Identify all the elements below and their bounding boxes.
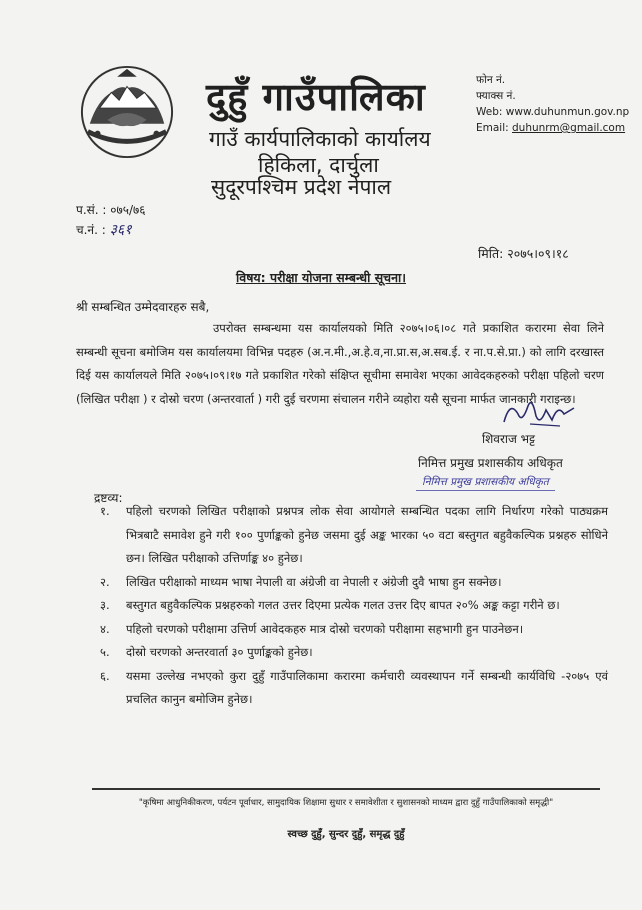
list-item: ४. पहिलो चरणको परीक्षामा उत्तिर्ण आवेदकहरु मात्र दोस्रो चरणको परीक्षामा सहभागी हुन पाउनेछन। (100, 621, 524, 636)
website-text: Web: www.duhunmun.gov.np (476, 106, 630, 118)
office-province: सुदूरपश्चिम प्रदेश नेपाल (211, 175, 392, 199)
nepal-emblem-icon (78, 62, 176, 162)
phone-label: फोन नं. (476, 74, 506, 86)
email-link[interactable]: duhunrm@gmail.com (512, 122, 626, 134)
footer-divider (92, 788, 600, 790)
reference-number: प.सं. : ०७५/७६ (76, 203, 146, 217)
dispatch-number (76, 220, 132, 239)
notice-date: मिति: २०७५।०९।१८ (478, 246, 569, 261)
fax-label: फ्याक्स नं. (476, 90, 516, 102)
notice-subject: विषय: परीक्षा योजना सम्बन्धी सूचना। (236, 270, 406, 285)
contact-block (476, 72, 629, 136)
email-label: Email: (476, 122, 509, 134)
office-subtitle: गाउँ कार्यपालिकाको कार्यालय (209, 127, 431, 151)
office-name: दुहुँ गाउँपालिका (206, 75, 426, 119)
list-item: २. लिखित परीक्षाको माध्यम भाषा नेपाली वा अंग्रेजी वा नेपाली र अंग्रेजी दुवै भाषा हुन सक्नेछ। (100, 574, 502, 589)
dispatch-label: च.नं. : (76, 223, 106, 237)
list-item: ६. यसमा उल्लेख नभएको कुरा दुहुँ गाउँपालिकामा करारमा कर्मचारी व्यवस्थापन गर्ने सम्बन्धी कार्यविधि -२०७५ एवं प्रचलित कानुन बमोजिम हुनेछ। (100, 668, 608, 706)
dispatch-value: ३६१ (109, 222, 132, 238)
notes-label: द्रष्टव्य: (94, 491, 123, 505)
list-item: १. पहिलो चरणको लिखित परीक्षाको प्रश्नपत्र लोक सेवा आयोगले सम्बन्धित पदका लागि निर्धारण गरेको पाठ्यक्रम भित्रबाटै समावेश हुने गरी १०० पुर्णाङ्कको हुनेछ जसमा दुई अङ्क भारका ५० वटा बस्तुगत बहुवैकल्पिक प्रश्नहरु सोधिने छन। लिखित परीक्षाको उत्तिर्णाङ्क ४० हुनेछ। (100, 504, 608, 565)
office-location: हिकिला, दार्चुला (258, 153, 379, 177)
salutation: श्री सम्बन्धित उम्मेदवारहरु सबै, (76, 300, 210, 314)
footer-slogan: स्वच्छ दुहुँ, सुन्दर दुहुँ, समृद्ध दुहुँ (287, 829, 405, 840)
signature-icon (500, 394, 580, 432)
email-row (476, 120, 629, 136)
list-item: ३. बस्तुगत बहुवैकल्पिक प्रश्नहरुको गलत उत्तर दिएमा प्रत्येक गलत उत्तर दिए बापत २०% अङ्क कट्टा गरीने छ। (100, 598, 560, 612)
official-stamp: निमित्त प्रमुख प्रशासकीय अधिकृत (416, 474, 555, 491)
notice-paragraph: उपरोक्त सम्बन्धमा यस कार्यालयको मिति २०७५।०६।०८ गते प्रकाशित करारमा सेवा लिने सम्बन्धी सूचना बमोजिम यस कार्यालयमा विभिन्न पदहरु (अ.न.मी.,अ.हे.व,ना.प्रा.स,अ.सब.ई. र ना.प.से.प्रा.) को लागि दरखास्त दिई यस कार्यालयले मिति २०७५।०९।१७ गते प्रकाशित गरेको संक्षिप्त सूचीमा समावेश भएका आवेदकहरुको परीक्षा पहिलो चरण (लिखित परीक्षा ) र दोस्रो चरण (अन्तरवार्ता ) गरी दुई चरणमा संचालन गरीने व्यहोरा यसै सूचना मार्फत जानकारी गराइन्छ। (76, 321, 604, 406)
list-item: ५. दोस्रो चरणको अन्तरवार्ता ३० पुर्णाङ्कको हुनेछ। (100, 645, 313, 659)
footer-motto: "कृषिमा आधुनिकीकरण, पर्यटन पूर्वाधार, सामुदायिक शिक्षामा सुधार र समावेशीता र सुशासनको माध्यम द्वारा दुहुँ गाउँपालिकाको समृद्धी" (138, 798, 554, 808)
notes-list (100, 500, 608, 712)
signatory-name: शिवराज भट्ट (482, 432, 535, 446)
signatory-title: निमित्त प्रमुख प्रशासकीय अधिकृत (418, 456, 563, 470)
